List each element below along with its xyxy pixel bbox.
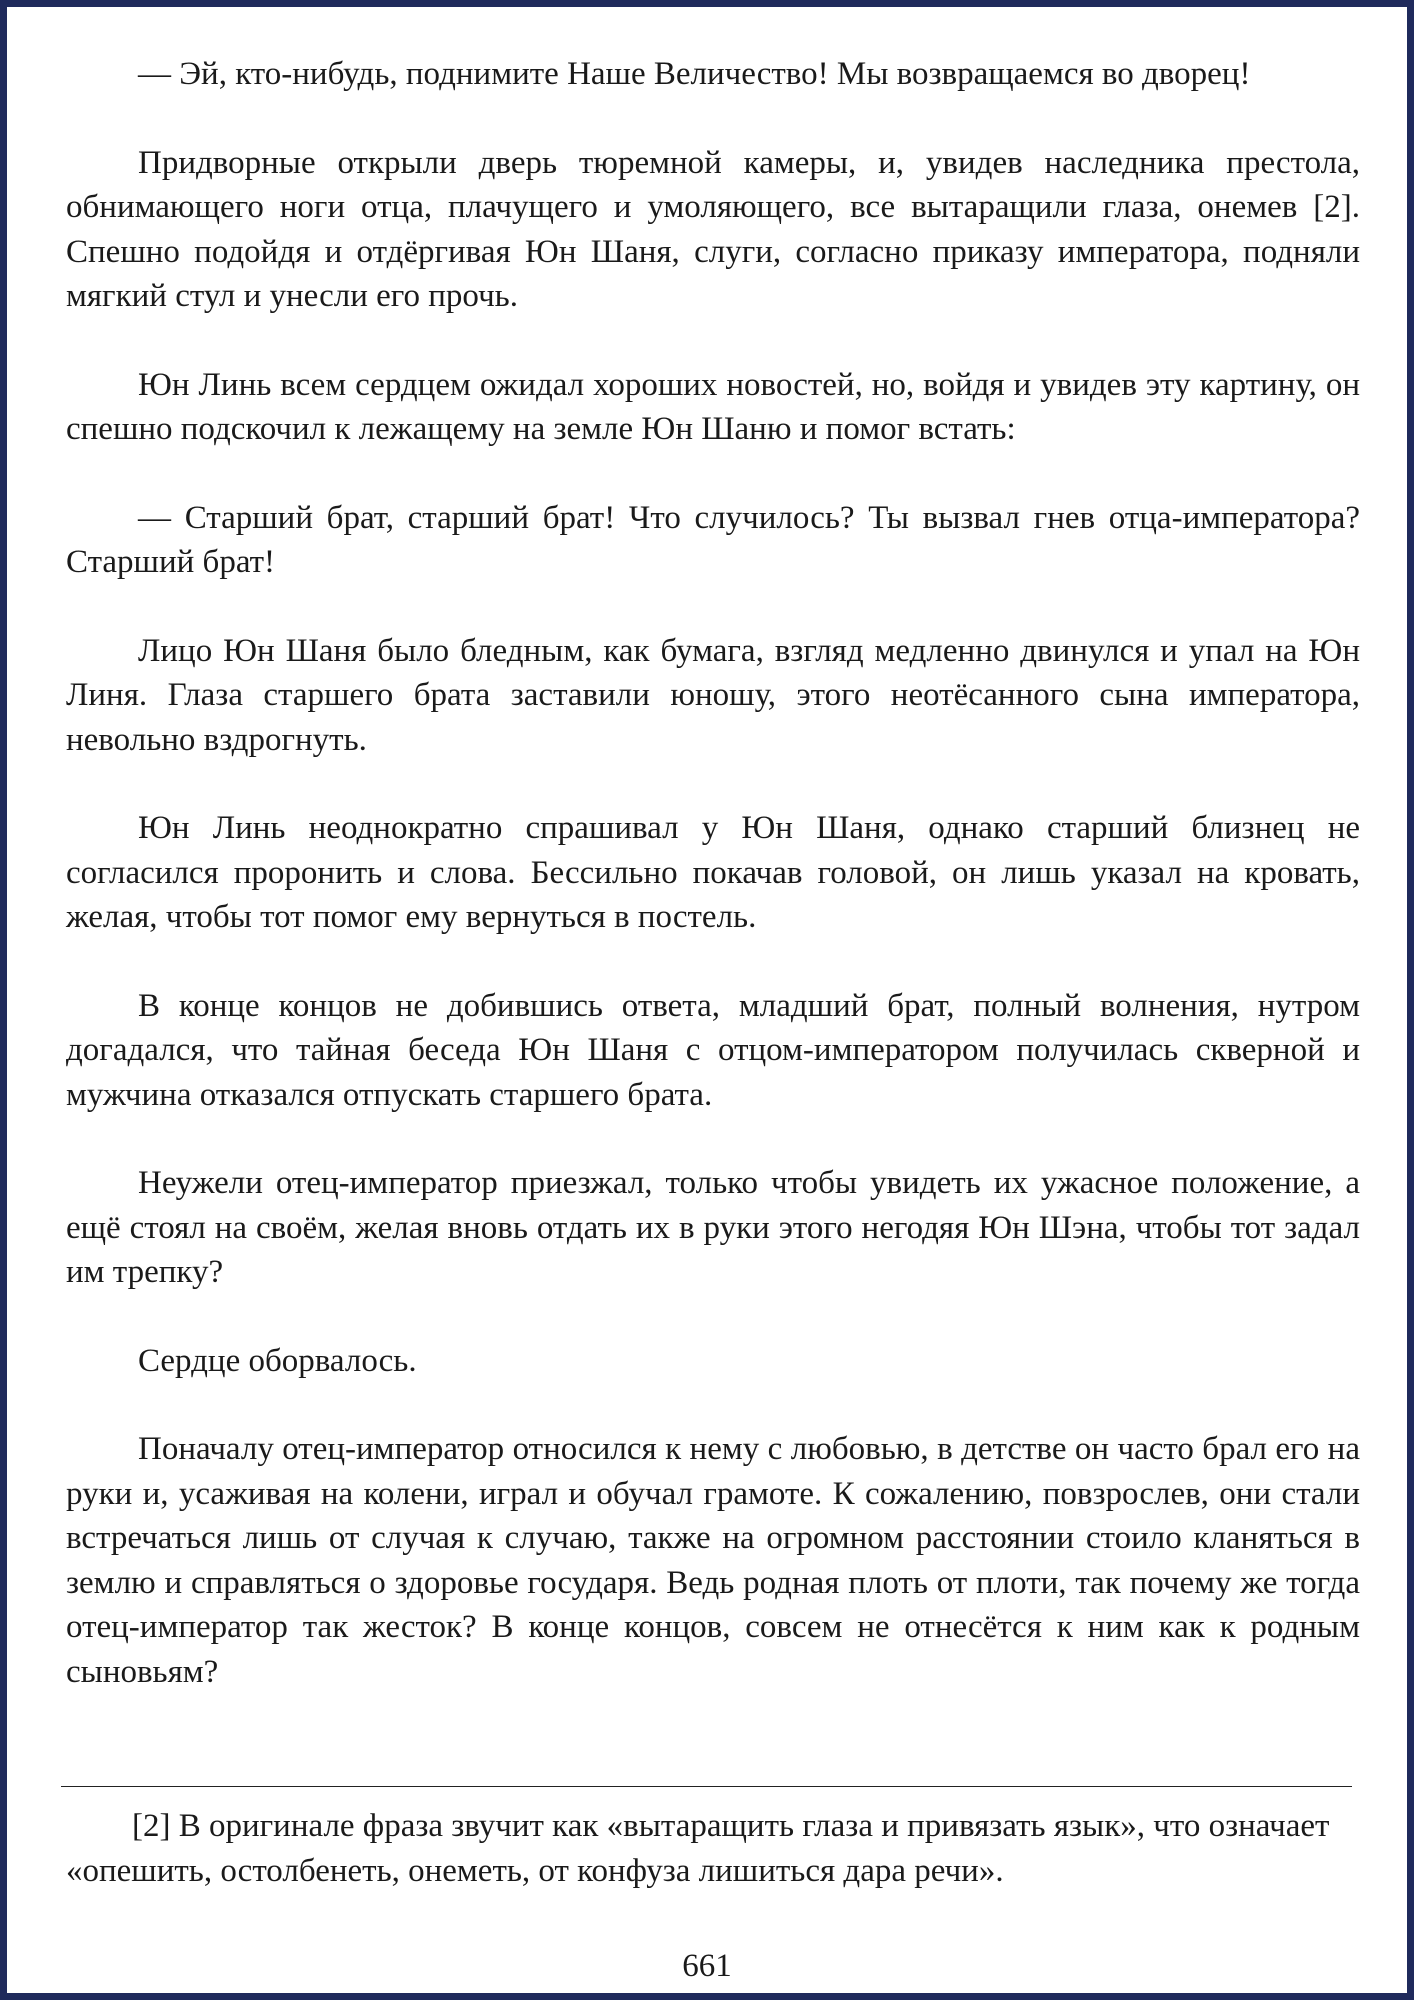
page-body [66,52,1360,1694]
paragraph: Юн Линь всем сердцем ожидал хороших новостей, но, войдя и увидев эту картину, он спешно подскочил к лежащему на земле Юн Шаню и помог встать: [66,366,1360,447]
page-number: 661 [682,1948,732,1984]
paragraph: Поначалу отец-император относился к нему с любовью, в детстве он часто брал его на руки и, усаживая на колени, играл и обучал грамоте. К сожалению, повзрослев, они стали встречаться лишь от случая к случаю, также на огромном расстоянии стоило кланяться в землю и справляться о здоровье государя. Ведь родная плоть от плоти, так почему же тогда отец-император так жесток? В конце концов, совсем не отнесётся к ним как к родным сыновьям? [66,1431,1360,1690]
paragraph: В конце концов не добившись ответа, младший брат, полный волнения, нутром догадался, что тайная беседа Юн Шаня с отцом-императором получилась скверной и мужчина отказался отпускать старшего брата. [66,987,1360,1113]
paragraph: — Эй, кто-нибудь, поднимите Наше Величество! Мы возвращаемся во дворец! [138,56,1251,92]
paragraph: Придворные открыли дверь тюремной камеры, и, увидев наследника престола, обнимающего ноги отца, плачущего и умоляющего, все вытаращили глаза, онемев [2]. Спешно подойдя и отдёргивая Юн Шаня, слуги, согласно приказу императора, подняли мягкий стул и унесли его прочь. [66,144,1360,314]
paragraph: Юн Линь неоднократно спрашивал у Юн Шаня, однако старший близнец не согласился проронить и слова. Бессильно покачав головой, он лишь указал на кровать, желая, чтобы тот помог ему вернуться в постель. [66,810,1360,935]
paragraph: — Старший брат, старший брат! Что случилось? Ты вызвал гнев отца-императора? Старший брат! [66,499,1360,580]
paragraph: Лицо Юн Шаня было бледным, как бумага, взгляд медленно двинулся и упал на Юн Линя. Глаза старшего брата заставили юношу, этого неотёсанного сына императора, невольно вздрогнуть. [66,632,1360,758]
footnote: [2] В оригинале фраза звучит как «вытаращить глаза и привязать язык», что означает «опешить, остолбенеть, онеметь, от конфуза лишиться дара речи». [66,1808,1330,1889]
paragraph: Неужели отец-император приезжал, только чтобы увидеть их ужасное положение, а ещё стоял на своём, желая вновь отдать их в руки этого негодяя Юн Шэна, чтобы тот задал им трепку? [66,1165,1360,1290]
footnote-divider [61,1786,1352,1787]
paragraph: Сердце оборвалось. [138,1342,417,1379]
